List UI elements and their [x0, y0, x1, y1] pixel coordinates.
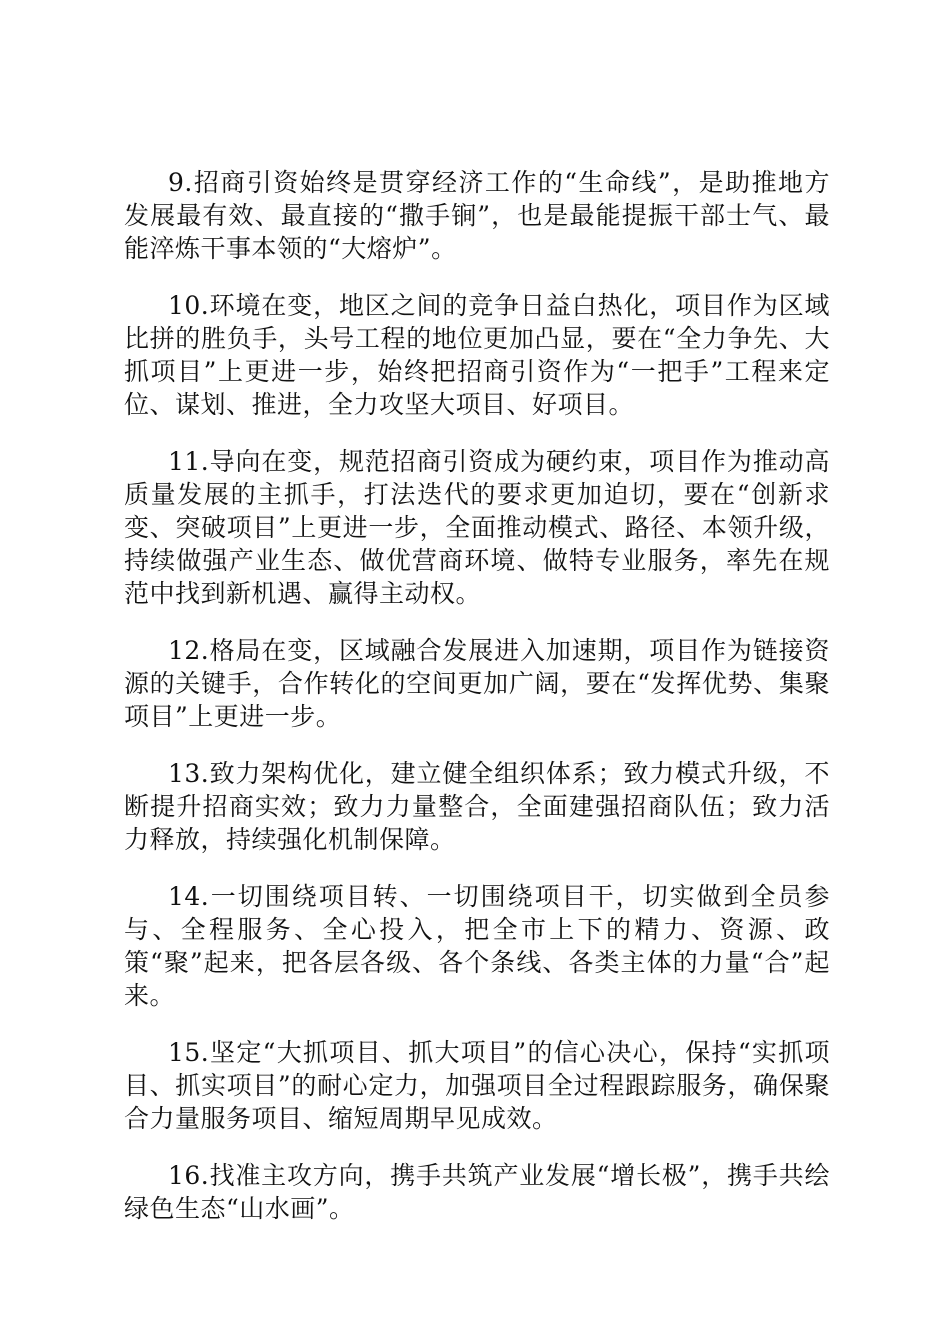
- paragraph-16: 16.找准主攻方向，携手共筑产业发展“增长极”，携手共绘绿色生态“山水画”。: [124, 1161, 830, 1223]
- paragraph-13: 13.致力架构优化，建立健全组织体系；致力模式升级，不断提升招商实效；致力力量整合，全面建强招商队伍；致力活力释放，持续强化机制保障。: [124, 759, 830, 854]
- paragraph-9: 9.招商引资始终是贯穿经济工作的“生命线”，是助推地方发展最有效、最直接的“撒手锏”，也是最能提振干部士气、最能淬炼干事本领的“大熔炉”。: [124, 168, 830, 263]
- paragraph-11: 11.导向在变，规范招商引资成为硬约束，项目作为推动高质量发展的主抓手，打法迭代的要求更加迫切，要在“创新求变、突破项目”上更进一步，全面推动模式、路径、本领升级，持续做强产业生态、做优营商环境、做特专业服务，率先在规范中找到新机遇、赢得主动权。: [124, 447, 830, 608]
- document-body: [124, 166, 830, 1249]
- paragraph-12: 12.格局在变，区域融合发展进入加速期，项目作为链接资源的关键手，合作转化的空间更加广阔，要在“发挥优势、集聚项目”上更进一步。: [124, 636, 830, 731]
- paragraph-10: 10.环境在变，地区之间的竞争日益白热化，项目作为区域比拼的胜负手，头号工程的地位更加凸显，要在“全力争先、大抓项目”上更进一步，始终把招商引资作为“一把手”工程来定位、谋划、推进，全力攻坚大项目、好项目。: [124, 291, 830, 419]
- paragraph-14: 14.一切围绕项目转、一切围绕项目干，切实做到全员参与、全程服务、全心投入，把全市上下的精力、资源、政策“聚”起来，把各层各级、各个条线、各类主体的力量“合”起来。: [124, 882, 830, 1010]
- paragraph-15: 15.坚定“大抓项目、抓大项目”的信心决心，保持“实抓项目、抓实项目”的耐心定力，加强项目全过程跟踪服务，确保聚合力量服务项目、缩短周期早见成效。: [124, 1038, 830, 1133]
